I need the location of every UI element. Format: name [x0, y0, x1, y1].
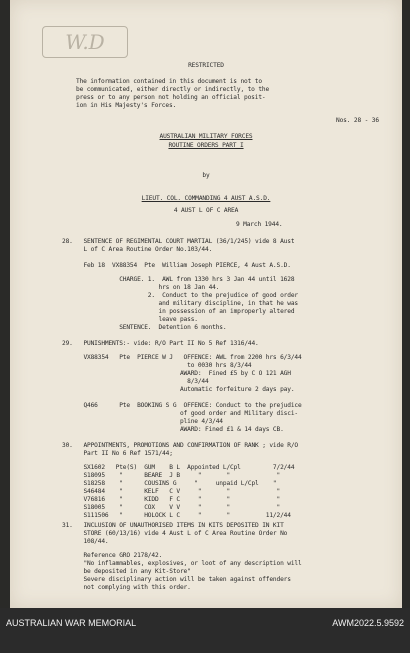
- order-line: CHARGE. 1. AWL from 1330 hrs 3 Jan 44 until 1628: [62, 276, 295, 283]
- notice-line-3: press or to any person not holding an official posit-: [76, 94, 266, 101]
- by-word: by: [202, 172, 210, 179]
- order-line: V76816 " KIDD F C " " ": [62, 496, 281, 503]
- order-line: S18005 " COX V V " " ": [62, 504, 281, 511]
- order-line: be deposited in any Kit-Store": [62, 568, 191, 575]
- order-line: AWARD: Fined £1 & 14 days CB.: [62, 426, 284, 433]
- order-line: L of C Area Routine Order No.103/44.: [62, 246, 213, 253]
- order-line: S18095 " BEARE J B " " ": [62, 472, 281, 479]
- order-line: 108/44.: [62, 538, 109, 545]
- order-line: Severe disciplinary action will be taken against offenders: [62, 576, 291, 583]
- order-line: not complying with this order.: [62, 584, 191, 591]
- order-line: of good order and Military disci-: [62, 410, 298, 417]
- notice-line-4: ion in His Majesty's Forces.: [76, 102, 177, 109]
- footer-bar: [0, 608, 410, 653]
- order-line: SENTENCE. Detention 6 months.: [62, 324, 227, 331]
- document-page: [10, 0, 402, 608]
- order-line: SX1602 Pte(S) GUM B L Appointed L/Cpl 7/2/44: [62, 464, 295, 471]
- order-line: leave pass.: [62, 316, 198, 323]
- order-line: Reference GRO 2178/42.: [62, 552, 163, 559]
- order-line: in possession of an improperly altered: [62, 308, 295, 315]
- order-line: VX88354 Pte PIERCE W J OFFENCE: AWL from 2200 hrs 6/3/44: [62, 354, 302, 361]
- handwritten-mark: W.D: [42, 26, 128, 58]
- notice-line-1: The information contained in this document is not to: [76, 78, 262, 85]
- order-line: Automatic forfeiture 2 days pay.: [62, 386, 295, 393]
- order-line: 31. INCLUSION OF UNAUTHORISED ITEMS IN KITS DEPOSITED IN KIT: [62, 522, 284, 529]
- order-line: AWARD: Fined £5 by C O 121 AGH: [62, 370, 291, 377]
- order-line: "No inflammables, explosives, or loot of any description will: [62, 560, 302, 567]
- restricted-heading: RESTRICTED: [188, 62, 224, 69]
- footer-source: AUSTRALIAN WAR MEMORIAL: [6, 618, 137, 628]
- order-numbers: Nos. 28 - 36: [336, 117, 379, 124]
- footer-reference: AWM2022.5.9592: [332, 618, 404, 628]
- order-line: 8/3/44: [62, 378, 209, 385]
- order-line: S46484 " KELF C V " " ": [62, 488, 281, 495]
- unit-line: 4 AUST L OF C AREA: [173, 207, 239, 214]
- order-line: hrs on 18 Jan 44.: [62, 284, 220, 291]
- by-line: LIEUT. COL. COMMANDING 4 AUST A.S.D.: [141, 195, 271, 202]
- order-line: Feb 18 VX88354 Pte William Joseph PIERCE, 4 Aust A.S.D.: [62, 262, 291, 269]
- date-line: 9 March 1944.: [236, 221, 283, 228]
- order-line: S111506 " HOLOCK L C " " 11/2/44: [62, 512, 291, 519]
- order-line: 28. SENTENCE OF REGIMENTAL COURT MARTIAL (36/1/245) vide 8 Aust: [62, 238, 295, 245]
- order-line: S18258 " COUSINS G " unpaid L/Cpl ": [62, 480, 277, 487]
- order-line: STORE (60/13/16) vide 4 Aust L of C Area Routine Order No: [62, 530, 288, 537]
- order-line: Q466 Pte BOOKING S G OFFENCE: Conduct to the prejudice: [62, 402, 302, 409]
- title-2: ROUTINE ORDERS PART I: [168, 142, 244, 149]
- order-line: 30. APPOINTMENTS, PROMOTIONS AND CONFIRMATION OF RANK ; vide R/O: [62, 442, 298, 449]
- title-1: AUSTRALIAN MILITARY FORCES: [159, 133, 253, 140]
- notice-line-2: be communicated, either directly or indirectly, to the: [76, 86, 270, 93]
- order-line: pline 4/3/44: [62, 418, 223, 425]
- order-line: Part II No 6 Ref 1571/44;: [62, 450, 173, 457]
- order-line: and military discipline, in that he was: [62, 300, 298, 307]
- order-line: 2. Conduct to the prejudice of good order: [62, 292, 298, 299]
- order-line: 29. PUNISHMENTS:- vide: R/O Part II No 5 Ref 1316/44.: [62, 340, 259, 347]
- order-line: to 0030 hrs 8/3/44: [62, 362, 252, 369]
